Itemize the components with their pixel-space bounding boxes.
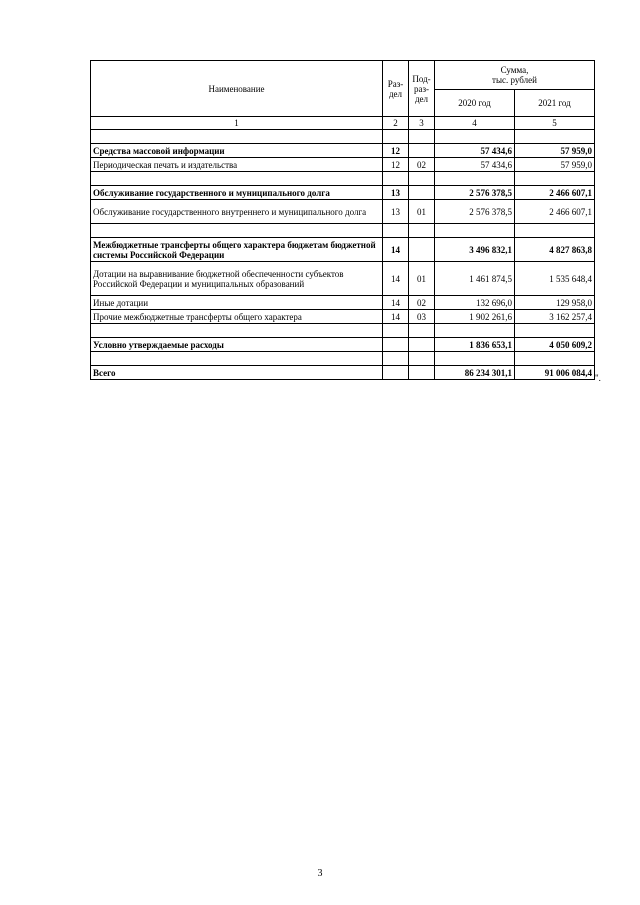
row-name: Условно утверждаемые расходы xyxy=(91,338,383,352)
row-razdel: 12 xyxy=(383,144,409,158)
column-number-row xyxy=(91,117,595,130)
row-podrazdel: 01 xyxy=(409,200,435,224)
row-podrazdel xyxy=(409,338,435,352)
row-podrazdel: 01 xyxy=(409,262,435,296)
row-2020: 1 836 653,1 xyxy=(435,338,515,352)
header-sum: Сумма, тыс. рублей xyxy=(435,61,595,90)
table-row xyxy=(91,158,595,172)
column-number: 5 xyxy=(515,117,595,130)
table-row xyxy=(91,338,595,352)
column-number: 1 xyxy=(91,117,383,130)
row-2021: 57 959,0 xyxy=(515,144,595,158)
row-podrazdel: 02 xyxy=(409,158,435,172)
row-podrazdel: 02 xyxy=(409,296,435,310)
column-number: 2 xyxy=(383,117,409,130)
row-podrazdel: 03 xyxy=(409,310,435,324)
spacer-row xyxy=(91,324,595,338)
column-number: 4 xyxy=(435,117,515,130)
header-year-2021: 2021 год xyxy=(515,90,595,117)
header-podrazdel: Под- раз- дел xyxy=(409,61,435,117)
row-2020: 1 902 261,6 xyxy=(435,310,515,324)
row-razdel: 13 xyxy=(383,200,409,224)
row-podrazdel xyxy=(409,238,435,262)
row-2021: 57 959,0 xyxy=(515,158,595,172)
row-razdel xyxy=(383,338,409,352)
row-podrazdel xyxy=(409,366,435,380)
row-2021: 129 958,0 xyxy=(515,296,595,310)
table-row xyxy=(91,310,595,324)
row-2020: 57 434,6 xyxy=(435,158,515,172)
spacer-row xyxy=(91,224,595,238)
closing-quote: ". xyxy=(595,373,601,383)
row-name: Периодическая печать и издательства xyxy=(91,158,383,172)
row-name: Всего xyxy=(91,366,383,380)
header-razdel: Раз- дел xyxy=(383,61,409,117)
row-2021: 2 466 607,1 xyxy=(515,186,595,200)
row-name: Обслуживание государственного и муниципального долга xyxy=(91,186,383,200)
row-razdel xyxy=(383,366,409,380)
row-razdel: 14 xyxy=(383,310,409,324)
table-row xyxy=(91,238,595,262)
spacer-row xyxy=(91,130,595,144)
row-2021: 2 466 607,1 xyxy=(515,200,595,224)
row-name: Обслуживание государственного внутреннего и муниципального долга xyxy=(91,200,383,224)
table-row xyxy=(91,262,595,296)
page-number: 3 xyxy=(317,868,323,879)
row-2021: 4 050 609,2 xyxy=(515,338,595,352)
row-2020: 2 576 378,5 xyxy=(435,200,515,224)
row-razdel: 14 xyxy=(383,262,409,296)
row-name: Дотации на выравнивание бюджетной обеспеченности субъектов Российской Федерации и муниципальных образований xyxy=(91,262,383,296)
row-razdel: 13 xyxy=(383,186,409,200)
table-row xyxy=(91,200,595,224)
row-name: Средства массовой информации xyxy=(91,144,383,158)
row-podrazdel xyxy=(409,186,435,200)
row-razdel: 12 xyxy=(383,158,409,172)
row-2020: 1 461 874,5 xyxy=(435,262,515,296)
budget-table xyxy=(90,60,595,380)
row-name: Иные дотации xyxy=(91,296,383,310)
row-2020: 132 696,0 xyxy=(435,296,515,310)
spacer-row xyxy=(91,352,595,366)
column-number: 3 xyxy=(409,117,435,130)
spacer-row xyxy=(91,172,595,186)
row-razdel: 14 xyxy=(383,296,409,310)
table-row xyxy=(91,186,595,200)
header-year-2020: 2020 год xyxy=(435,90,515,117)
row-2021: 1 535 648,4 xyxy=(515,262,595,296)
row-2021: 3 162 257,4 xyxy=(515,310,595,324)
row-razdel: 14 xyxy=(383,238,409,262)
row-2020: 57 434,6 xyxy=(435,144,515,158)
row-name: Прочие межбюджетные трансферты общего характера xyxy=(91,310,383,324)
row-name: Межбюджетные трансферты общего характера бюджетам бюджетной системы Российской Федерации xyxy=(91,238,383,262)
table-row xyxy=(91,296,595,310)
row-2020: 86 234 301,1 xyxy=(435,366,515,380)
row-podrazdel xyxy=(409,144,435,158)
table-row xyxy=(91,144,595,158)
row-2020: 2 576 378,5 xyxy=(435,186,515,200)
table-row xyxy=(91,366,595,380)
row-2021: 91 006 084,4 xyxy=(515,366,595,380)
row-2020: 3 496 832,1 xyxy=(435,238,515,262)
header-name: Наименование xyxy=(91,61,383,117)
row-2021: 4 827 863,8 xyxy=(515,238,595,262)
